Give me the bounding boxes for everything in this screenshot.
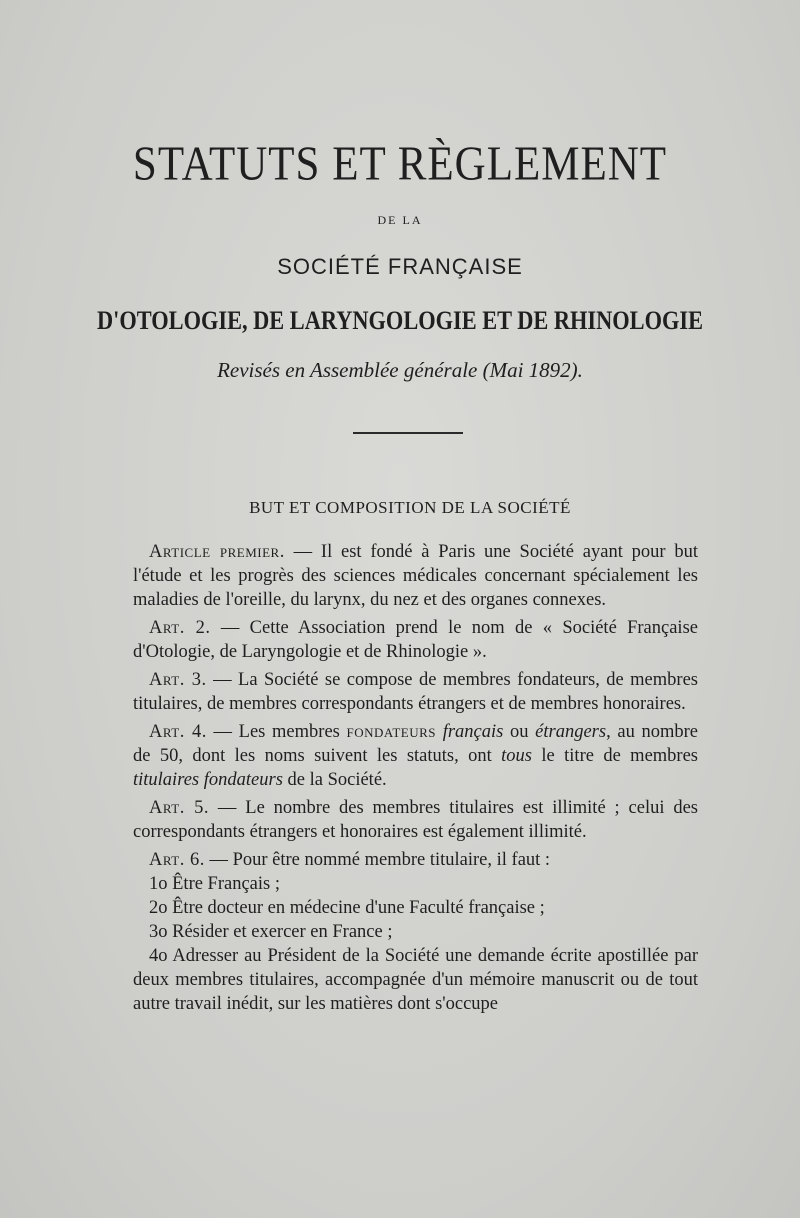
condition-4: 4o Adresser au Président de la Société une demande écrite apostillée par deux membres titulaires, accompagnée d'un mémoire manuscrit ou de tout autre travail inédit, sur les matières dont s'occupe [133,946,698,1014]
article-label: Art. 6. [149,850,205,870]
article-label: Art. 2. [149,618,211,638]
article-text: — Les membres [206,722,347,742]
de-la-line: DE LA [377,213,423,227]
condition-3: 3o Résider et exercer en France ; [149,922,393,942]
article-text: — Il est fondé à Paris une Société ayant pour but l'étude et les progrès des sciences médicales concernant spécialement les maladies de l'oreille, du larynx, du nez et des organes connexes. [133,542,698,610]
revision-note: Revisés en Assemblée générale (Mai 1892). [217,358,583,382]
article-2 [133,616,698,664]
divider-rule [353,432,463,434]
article-3 [133,668,698,716]
article-5 [133,796,698,844]
article-text [436,722,443,742]
article-label: Art. 4. [149,722,207,742]
condition-1: 1o Être Français ; [149,874,280,894]
article-text: de la Société. [282,770,387,790]
article-text: ou [503,722,536,742]
statutes-body [133,540,698,1016]
tous-word: tous [501,746,533,766]
article-label: Art. 3. [149,670,207,690]
fondateurs-word: fondateurs [346,722,437,742]
article-6 [133,848,698,872]
article-label: Article premier. [149,542,285,562]
francais-word: français [442,722,504,742]
etrangers-word: étrangers [535,722,607,742]
article-text: le titre de membres [532,746,698,766]
society-name: SOCIÉTÉ FRANÇAISE [277,254,523,279]
main-title: STATUTS ET RÈGLEMENT [132,138,668,191]
titulaires-fondateurs-words: titulaires fondateurs [133,770,283,790]
article-4 [133,720,698,792]
society-subject: D'OTOLOGIE, DE LARYNGOLOGIE ET DE RHINOLOGIE [97,306,703,335]
section-title: BUT ET COMPOSITION DE LA SOCIÉTÉ [249,498,571,517]
article-text: — Le nombre des membres titulaires est illimité ; celui des correspondants étrangers et honoraires est également illimité. [133,798,698,842]
article-text: — La Société se compose de membres fondateurs, de membres titulaires, de membres correspondants étrangers et de membres honoraires. [133,670,698,714]
article-label: Art. 5. [149,798,210,818]
article-1 [133,540,698,612]
article-text: — Cette Association prend le nom de « Société Française d'Otologie, de Laryngologie et de Rhinologie ». [133,618,698,662]
article-text: — Pour être nommé membre titulaire, il faut : [204,850,551,870]
condition-2: 2o Être docteur en médecine d'une Faculté française ; [149,898,545,918]
article-text: , au nombre de 50, dont les noms suivent les statuts, ont [133,722,699,766]
